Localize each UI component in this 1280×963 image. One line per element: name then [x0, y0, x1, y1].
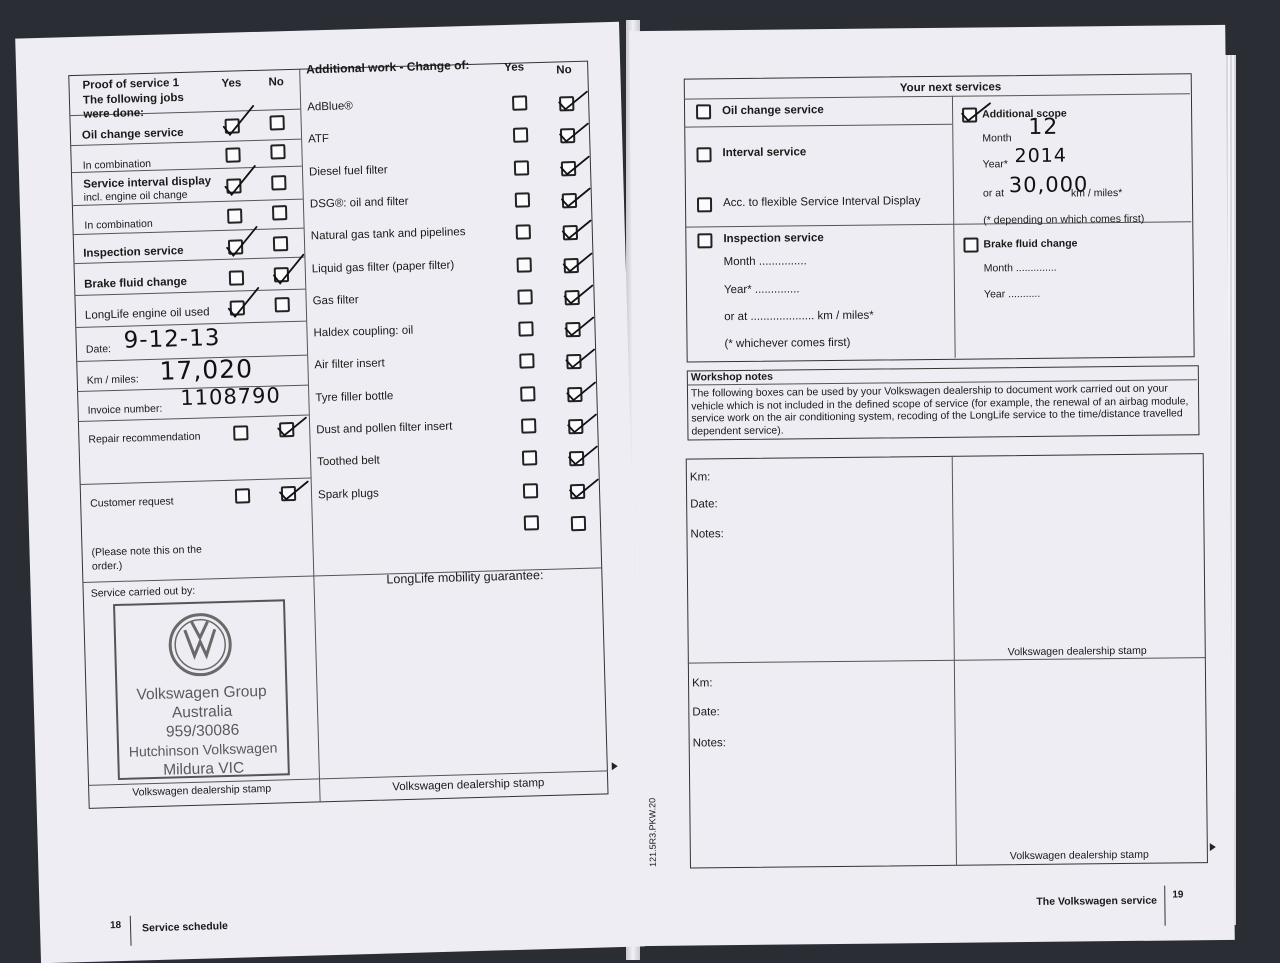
flexible-next-checkbox[interactable]	[697, 197, 712, 212]
inspection-year: Year* ..............	[723, 283, 800, 297]
handwritten-tick-icon	[565, 372, 596, 401]
workshop-notes-2: Notes:	[692, 737, 726, 750]
additional-item-yes-checkbox[interactable]	[516, 224, 531, 239]
brake-fluid-next-label: Brake fluid change	[983, 237, 1078, 251]
km-handwritten: 17,020	[159, 354, 254, 386]
handwritten-tick-icon	[226, 286, 257, 315]
inspection-or-at: or at .................... km / miles*	[724, 309, 874, 324]
vw-logo-icon	[166, 611, 234, 679]
handwritten-tick-icon	[277, 472, 308, 501]
handwritten-tick-icon	[567, 437, 598, 466]
oil-change-no-checkbox[interactable]	[269, 115, 284, 130]
stamp-line-5: Mildura VIC	[162, 759, 245, 779]
additional-item-yes-checkbox[interactable]	[520, 386, 535, 401]
customer-yes-checkbox[interactable]	[235, 488, 250, 503]
stamp-caption-left: Volkswagen dealership stamp	[132, 782, 272, 799]
handwritten-tick-icon	[567, 469, 598, 498]
additional-item-label: Diesel fuel filter	[308, 163, 388, 179]
workshop-stamp-caption-2: Volkswagen dealership stamp	[1009, 848, 1149, 863]
additional-no-header: No	[556, 64, 572, 77]
combination-1-yes-checkbox[interactable]	[225, 147, 240, 162]
date-label: Date:	[85, 343, 112, 356]
left-page	[15, 22, 645, 963]
handwritten-tick-icon	[558, 146, 589, 175]
right-page	[629, 25, 1235, 946]
inspection-no-checkbox[interactable]	[273, 236, 288, 251]
additional-item-label: Haldex coupling: oil	[313, 324, 414, 340]
scope-km-suffix: km / miles*	[1070, 186, 1123, 200]
inspection-month: Month ...............	[723, 255, 807, 269]
stamp-line-4: Hutchinson Volkswagen	[128, 739, 278, 760]
handwritten-tick-icon	[559, 179, 590, 208]
dealer-stamp	[113, 599, 290, 780]
next-services-title: Your next services	[899, 81, 1002, 95]
handwritten-tick-icon	[223, 164, 254, 193]
additional-item-yes-checkbox[interactable]	[512, 95, 527, 110]
brake-fluid-next-checkbox[interactable]	[963, 238, 978, 253]
invoice-handwritten: 1108790	[179, 383, 282, 411]
oil-change-next-checkbox[interactable]	[696, 104, 711, 119]
repair-recommendation-label: Repair recommendation	[88, 430, 201, 446]
job-in-combination-1: In combination	[82, 157, 152, 172]
job-brake-fluid: Brake fluid change	[83, 275, 188, 291]
additional-item-yes-checkbox[interactable]	[518, 321, 533, 336]
job-longlife-oil: LongLife engine oil used	[84, 306, 210, 322]
handwritten-tick-icon	[562, 275, 593, 304]
print-code: 121.5R3.PKW.20	[647, 797, 658, 867]
interval-next-label: Interval service	[722, 146, 807, 160]
yes-header: Yes	[221, 77, 242, 90]
combination-1-no-checkbox[interactable]	[270, 144, 285, 159]
service-carried-out-label: Service carried out by:	[90, 584, 196, 600]
next-page-arrow-icon	[612, 762, 618, 770]
footer-title: The Volkswagen service	[1036, 894, 1158, 908]
additional-scope-label: Additional scope	[982, 107, 1067, 121]
additional-item-label: ATF	[307, 133, 330, 146]
interval-next-checkbox[interactable]	[696, 147, 711, 162]
additional-work-title: Additional work - Change of:	[305, 57, 470, 77]
additional-item-yes-checkbox[interactable]	[517, 289, 532, 304]
invoice-label: Invoice number:	[87, 402, 163, 417]
workshop-notes-text: The following boxes can be used by your Volkswagen dealership to document work carried out on your vehicle which is not included in the defined scope of service (for example, the renewal of an airbag module, service work on the air conditioning system, recoding of the LongLife service to the time/distance travelled dependent service).	[690, 382, 1189, 438]
service-interval-no-checkbox[interactable]	[271, 175, 286, 190]
handwritten-tick-icon	[566, 405, 597, 434]
additional-item-yes-checkbox[interactable]	[513, 128, 528, 143]
workshop-km-1: Km:	[689, 471, 711, 484]
handwritten-tick-icon	[557, 82, 588, 111]
job-in-combination-2: In combination	[84, 217, 153, 232]
oil-change-next-label: Oil change service	[722, 104, 824, 118]
additional-item-label: Tyre filler bottle	[315, 389, 394, 405]
additional-item-label: AdBlue®	[307, 100, 353, 114]
handwritten-tick-icon	[560, 211, 591, 240]
additional-item-label: Dust and pollen filter insert	[316, 420, 453, 437]
scope-depending-note: (* depending on which comes first)	[983, 212, 1145, 227]
additional-item-yes-checkbox[interactable]	[522, 451, 537, 466]
handwritten-tick-icon	[558, 114, 589, 143]
additional-item-label: Gas filter	[312, 293, 359, 308]
additional-item-label: Toothed belt	[316, 454, 380, 469]
longlife-no-checkbox[interactable]	[275, 297, 290, 312]
additional-item-yes-checkbox[interactable]	[521, 418, 536, 433]
stamp-line-1: Volkswagen Group	[136, 682, 267, 704]
workshop-date-1: Date:	[690, 498, 718, 511]
page-number-right: 19	[1172, 889, 1184, 901]
workshop-notes-title: Workshop notes	[690, 370, 773, 384]
additional-yes-header: Yes	[504, 61, 525, 74]
customer-request-label: Customer request	[90, 495, 174, 510]
proof-of-service-title: Proof of service 1	[82, 77, 180, 92]
additional-item-yes-checkbox[interactable]	[515, 192, 530, 207]
handwritten-tick-icon	[563, 308, 594, 337]
flexible-next-label: Acc. to flexible Service Interval Display	[722, 195, 921, 210]
section-title: Service schedule	[141, 920, 229, 935]
handwritten-tick-icon	[225, 225, 256, 254]
brake-fluid-month: Month ..............	[983, 261, 1057, 275]
jobs-done-label: The following jobs were done:	[82, 91, 185, 121]
inspection-next-checkbox[interactable]	[697, 233, 712, 248]
combination-2-no-checkbox[interactable]	[272, 205, 287, 220]
scope-or-at-label: or at	[982, 187, 1005, 200]
workshop-km-2: Km:	[691, 677, 713, 690]
additional-item-yes-checkbox[interactable]	[523, 483, 538, 498]
stamp-caption-right: Volkswagen dealership stamp	[392, 777, 545, 794]
blank-row-checkbox[interactable]	[571, 516, 586, 531]
handwritten-tick-icon	[221, 104, 252, 133]
stamp-line-3: 959/30086	[165, 721, 240, 741]
job-inspection: Inspection service	[83, 244, 184, 260]
scope-year-label: Year*	[982, 158, 1009, 171]
blank-row-checkbox[interactable]	[524, 515, 539, 530]
job-service-interval-sub: incl. engine oil change	[83, 188, 188, 204]
order-note: (Please note this on the order.)	[91, 543, 203, 573]
handwritten-tick-icon	[276, 408, 307, 437]
additional-item-yes-checkbox[interactable]	[514, 160, 529, 175]
longlife-guarantee-label: LongLife mobility guarantee:	[386, 568, 544, 587]
additional-item-yes-checkbox[interactable]	[517, 257, 532, 272]
job-oil-change: Oil change service	[81, 126, 184, 142]
handwritten-tick-icon	[960, 93, 990, 121]
page-number-left: 18	[109, 920, 122, 932]
km-label: Km / miles:	[86, 373, 139, 387]
inspection-next-label: Inspection service	[723, 232, 824, 246]
additional-item-label: Liquid gas filter (paper filter)	[311, 258, 455, 275]
additional-item-label: Spark plugs	[317, 487, 379, 501]
brake-fluid-yes-checkbox[interactable]	[229, 270, 244, 285]
job-service-interval: Service interval display	[83, 175, 212, 191]
scope-month-handwritten: 12	[1028, 114, 1059, 140]
no-header: No	[268, 76, 285, 89]
repair-yes-checkbox[interactable]	[233, 425, 248, 440]
handwritten-tick-icon	[564, 340, 595, 369]
additional-item-label: Air filter insert	[314, 357, 385, 372]
date-handwritten: 9-12-13	[123, 325, 221, 354]
scope-or-at-handwritten: 30,000	[1008, 172, 1089, 198]
handwritten-tick-icon	[271, 253, 302, 282]
combination-2-yes-checkbox[interactable]	[227, 208, 242, 223]
workshop-stamp-caption-1: Volkswagen dealership stamp	[1007, 644, 1147, 659]
scope-year-handwritten: 2014	[1014, 144, 1068, 168]
scope-month-label: Month	[982, 132, 1012, 145]
workshop-date-2: Date:	[692, 706, 720, 719]
additional-item-yes-checkbox[interactable]	[519, 354, 534, 369]
next-page-arrow-icon	[1210, 843, 1216, 851]
workshop-notes-1: Notes:	[690, 528, 724, 541]
additional-item-label: DSG®: oil and filter	[309, 195, 409, 211]
inspection-note: (* whichever comes first)	[724, 336, 851, 351]
stamp-line-2: Australia	[171, 702, 233, 722]
additional-item-label: Natural gas tank and pipelines	[310, 226, 466, 243]
handwritten-tick-icon	[561, 243, 592, 272]
brake-fluid-year: Year ...........	[983, 287, 1041, 301]
